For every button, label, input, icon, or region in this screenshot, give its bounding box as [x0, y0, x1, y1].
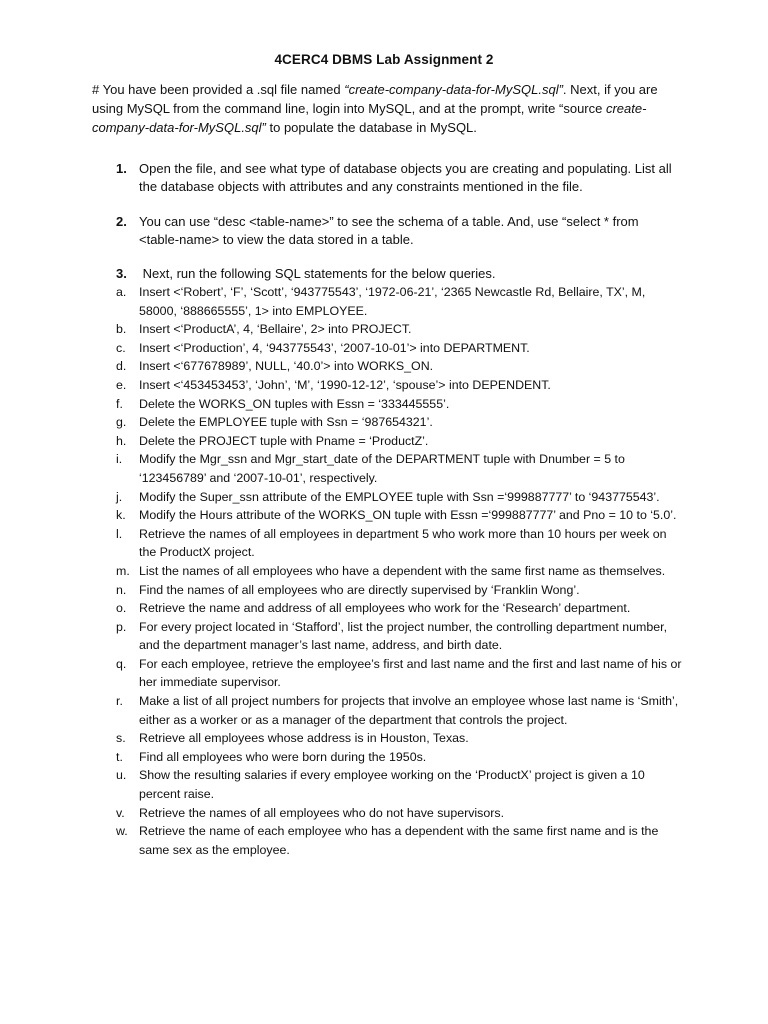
list-item-letter: l.: [116, 526, 123, 541]
list-item-letter: t.: [116, 749, 123, 764]
list-item-text: Delete the WORKS_ON tuples with Essn = ‘333445555’.: [139, 396, 450, 411]
query-list: [92, 283, 682, 859]
list-item-letter: r.: [116, 694, 123, 709]
list-item: [92, 525, 682, 562]
list-item-letter: h.: [116, 433, 127, 448]
list-item: [92, 581, 682, 600]
list-item: [92, 692, 682, 729]
intro-text-3: to populate the database in MySQL.: [265, 120, 477, 135]
list-item-text: Retrieve the name of each employee who has a dependent with the same first name and is the same sex as the employee.: [139, 824, 659, 857]
list-item: [92, 655, 682, 692]
item-number: 2.: [116, 214, 127, 229]
list-item-letter: e.: [116, 377, 127, 392]
list-item-text: Make a list of all project numbers for projects that involve an employee whose last name is ‘Smith’, either as a worker or as a manager of the department that controls the project.: [139, 694, 679, 727]
item-text: Next, run the following SQL statements for the below queries.: [139, 266, 496, 281]
list-item-text: Delete the EMPLOYEE tuple with Ssn = ‘987654321’.: [139, 415, 433, 430]
list-item-text: Modify the Hours attribute of the WORKS_ON tuple with Essn =‘999887777’ and Pno = 10 to ‘5.0’.: [139, 508, 677, 523]
intro-filename-2: create-company-data-for-MySQL.sql”: [92, 101, 647, 135]
list-item: [92, 339, 682, 358]
list-item: [92, 283, 682, 320]
list-item-text: Insert <‘453453453’, ‘John’, ‘M’, ‘1990-12-12’, ‘spouse’> into DEPENDENT.: [139, 377, 551, 392]
list-item-text: For each employee, retrieve the employee’s first and last name and the first and last name of his or her immediate supervisor.: [139, 656, 682, 690]
list-item-text: Retrieve the names of all employees in department 5 who work more than 10 hours per week on the ProductX project.: [139, 526, 667, 560]
list-item: [92, 599, 682, 618]
list-item: [92, 450, 682, 487]
intro-paragraph: [92, 80, 682, 137]
list-item-text: Retrieve the name and address of all employees who work for the ‘Research’ department.: [139, 601, 631, 616]
list-item: [92, 748, 682, 767]
item-text: Open the file, and see what type of database objects you are creating and populating. List all the database objects with attributes and any constraints mentioned in the file.: [139, 161, 672, 194]
list-item-letter: f.: [116, 396, 123, 411]
list-item: [92, 395, 682, 414]
list-item: [92, 506, 682, 525]
list-item-letter: j.: [116, 489, 123, 504]
list-item-letter: i.: [116, 452, 123, 467]
list-item-letter: u.: [116, 768, 127, 783]
list-item-text: Insert <‘Robert’, ‘F’, ‘Scott’, ‘943775543’, ‘1972-06-21’, ‘2365 Newcastle Rd, Bellaire, TX’, M, 58000, ‘888665555’, 1> into EMPLOYEE.: [139, 285, 646, 318]
list-item-text: Retrieve all employees whose address is in Houston, Texas.: [139, 731, 469, 746]
list-item-text: Retrieve the names of all employees who do not have supervisors.: [139, 805, 505, 820]
list-item-letter: w.: [116, 824, 128, 839]
list-item: [92, 766, 682, 803]
list-item-letter: k.: [116, 508, 126, 523]
list-item: [92, 432, 682, 451]
numbered-item-1: [92, 160, 682, 196]
list-item-letter: n.: [116, 582, 127, 597]
list-item: [92, 357, 682, 376]
list-item-text: List the names of all employees who have a dependent with the same first name as themselves.: [139, 563, 666, 578]
list-item: [92, 804, 682, 823]
list-item: [92, 488, 682, 507]
intro-text-1: # You have been provided a .sql file named: [92, 82, 345, 97]
list-item: [92, 320, 682, 339]
list-item-letter: q.: [116, 656, 127, 671]
list-item-letter: m.: [116, 563, 130, 578]
intro-text-2: . Next, if you are using MySQL from the command line, login into MySQL, and at the prompt, write “source: [92, 82, 658, 116]
list-item-text: Show the resulting salaries if every employee working on the ‘ProductX’ project is given a 10 percent raise.: [139, 768, 645, 802]
list-item: [92, 562, 682, 581]
list-item: [92, 822, 682, 859]
list-item-text: Delete the PROJECT tuple with Pname = ‘ProductZ’.: [139, 433, 429, 448]
list-item-letter: p.: [116, 619, 127, 634]
list-item-text: Insert <‘ProductA’, 4, ‘Bellaire’, 2> into PROJECT.: [139, 322, 412, 337]
list-item-letter: g.: [116, 415, 127, 430]
list-item: [92, 376, 682, 395]
list-item-text: Insert <‘Production’, 4, ‘943775543’, ‘2007-10-01’> into DEPARTMENT.: [139, 340, 530, 355]
list-item-letter: d.: [116, 359, 127, 374]
list-item-letter: a.: [116, 285, 127, 299]
item-number: 3.: [116, 266, 127, 281]
list-item: [92, 729, 682, 748]
item-text: You can use “desc <table-name>” to see the schema of a table. And, use “select * from <table-name> to view the data stored in a table.: [139, 214, 639, 247]
intro-filename-1: “create-company-data-for-MySQL.sql”: [344, 82, 563, 97]
list-item-letter: s.: [116, 731, 126, 746]
list-item: [92, 413, 682, 432]
document-title: 4CERC4 DBMS Lab Assignment 2: [274, 52, 494, 67]
list-item-text: Find all employees who were born during the 1950s.: [139, 749, 427, 764]
list-item-letter: c.: [116, 340, 126, 355]
list-item-text: Modify the Mgr_ssn and Mgr_start_date of the DEPARTMENT tuple with Dnumber = 5 to ‘123456789’ and ‘2007-10-01’, respectively.: [139, 452, 625, 485]
list-item-text: Modify the Super_ssn attribute of the EMPLOYEE tuple with Ssn =‘999887777’ to ‘943775543’.: [139, 489, 660, 504]
list-item-letter: b.: [116, 322, 127, 337]
numbered-item-2: [92, 213, 682, 249]
numbered-item-3: [92, 265, 682, 283]
list-item-text: Insert <‘677678989’, NULL, ‘40.0’> into WORKS_ON.: [139, 359, 434, 374]
list-item: [92, 618, 682, 655]
list-item-letter: v.: [116, 805, 125, 820]
list-item-letter: o.: [116, 601, 127, 616]
item-number: 1.: [116, 161, 127, 176]
list-item-text: Find the names of all employees who are directly supervised by ‘Franklin Wong’.: [139, 582, 580, 597]
list-item-text: For every project located in ‘Stafford’, list the project number, the controlling department number, and the department manager’s last name, address, and birth date.: [139, 619, 668, 653]
